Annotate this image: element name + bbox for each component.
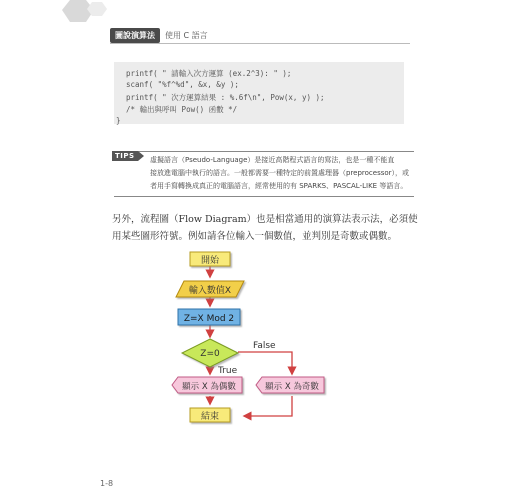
chapter-subtitle: 使用 C 語言 xyxy=(165,30,208,40)
flow-decision-node xyxy=(182,339,238,367)
code-line: scanf( "%f^%d", &x, &y ); xyxy=(126,80,239,89)
arrow-decision-odd xyxy=(238,352,292,373)
flow-output-even-label: 顯示 X 為偶數 xyxy=(182,382,236,392)
flow-process-node xyxy=(178,309,240,325)
flow-true-label: True xyxy=(218,366,238,376)
flow-end-label: 結束 xyxy=(200,412,220,422)
flow-decision-label: Z=0 xyxy=(200,349,220,359)
flow-input-node xyxy=(176,281,244,297)
tips-badge: TIPS xyxy=(112,151,138,161)
flow-false-label: False xyxy=(253,341,276,351)
flow-start-label: 開始 xyxy=(200,256,220,266)
tips-text-line: 虛擬語言（Pseudo-Language）是接近高階程式語言的寫法，也是一種不能直 xyxy=(150,156,395,164)
flow-output-even-node xyxy=(172,377,242,393)
code-line: printf( " 次方運算結果 : %.6f\n", Pow(x, y) ); xyxy=(126,93,325,102)
flow-start-node xyxy=(190,252,230,266)
flow-output-odd-node xyxy=(256,377,324,393)
code-line: } xyxy=(116,116,121,125)
tips-text-line: 者用手寫轉換成真正的電腦語言，經常使用的有 SPARKS、PASCAL-LIKE 等語言。 xyxy=(150,182,408,190)
flow-output-odd-label: 顯示 X 為奇數 xyxy=(265,382,319,392)
chapter-tag: 圖說演算法 xyxy=(110,28,160,43)
page-number: 1-8 xyxy=(100,479,114,488)
flow-process-label: Z=X Mod 2 xyxy=(183,314,235,324)
code-line: /* 輸出與呼叫 Pow() 函數 */ xyxy=(126,105,238,114)
tips-text-line: 接放進電腦中執行的語言。一般都需要一種特定的前置處理器（preprocessor），或 xyxy=(150,169,410,177)
flow-end-node xyxy=(190,408,230,422)
body-paragraph-line: 用某些圖形符號。例如請各位輸入一個數值，並判別是奇數或偶數。 xyxy=(112,231,398,242)
flow-input-label: 輸入數值X xyxy=(188,286,232,296)
body-paragraph-line: 另外，流程圖（Flow Diagram）也是相當通用的演算法表示法，必須使 xyxy=(112,214,418,225)
code-line: printf( " 請輸入次方運算 (ex.2^3): " ); xyxy=(126,69,292,78)
arrow-odd-end xyxy=(245,396,292,416)
